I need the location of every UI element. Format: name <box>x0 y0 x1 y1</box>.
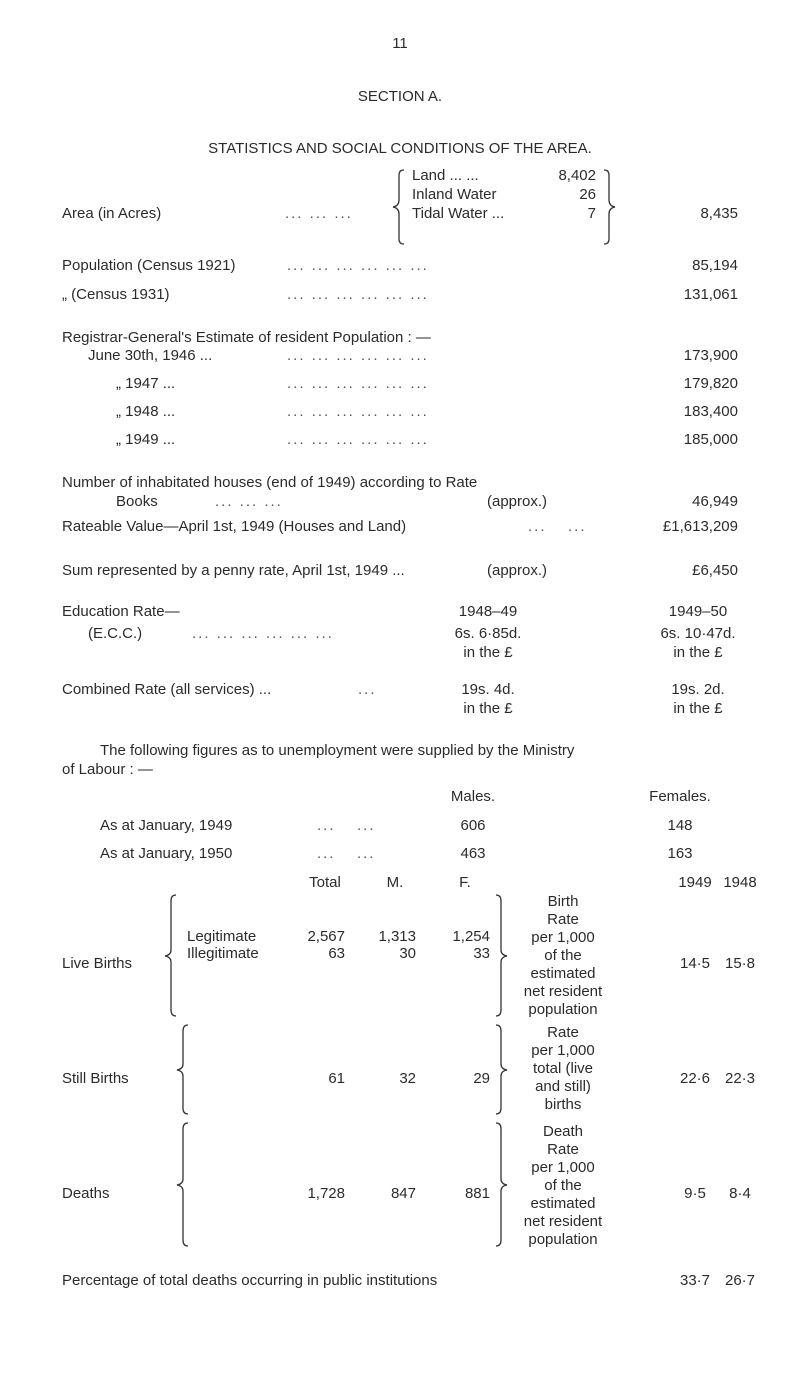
live-legitimate-total: 2,567 <box>307 928 345 945</box>
still-births-total: 61 <box>328 1070 345 1087</box>
still-rate-1949: 22·6 <box>679 1070 711 1087</box>
houses-line2: Books <box>116 493 158 510</box>
estimate-1948-label: „ 1948 ... <box>116 403 176 420</box>
live-rate-1948: 15·8 <box>724 955 756 972</box>
education-year-1: 1948–49 <box>458 603 518 620</box>
unemployment-1949-females: 148 <box>667 817 693 834</box>
area-land-value: 8,402 <box>558 167 596 184</box>
live-desc-line: per 1,000 <box>531 929 595 946</box>
deaths-desc-line: per 1,000 <box>531 1159 595 1176</box>
live-desc-line: net resident <box>523 983 603 1000</box>
unemployment-1950-dots-2: ... <box>357 845 376 862</box>
live-legitimate-f: 1,254 <box>452 928 490 945</box>
estimate-heading: Registrar-General's Estimate of resident Population : — <box>62 329 431 346</box>
houses-dots: ... ... ... <box>215 493 283 510</box>
combined-value-1: 19s. 4d. <box>461 681 515 698</box>
vital-header-1949: 1949 <box>678 874 712 891</box>
education-value-2: 6s. 10·47d. <box>660 625 736 642</box>
population-1931-dots: ... ... ... ... ... ... <box>287 286 429 303</box>
unemployment-1950-label: As at January, 1950 <box>100 845 233 862</box>
estimate-1949-dots: ... ... ... ... ... ... <box>287 431 429 448</box>
deaths-left-brace <box>176 1121 190 1249</box>
live-desc-line: Birth <box>547 893 579 910</box>
deaths-total: 1,728 <box>307 1185 345 1202</box>
deaths-f: 881 <box>464 1185 490 1202</box>
education-value-1: 6s. 6·85d. <box>454 625 522 642</box>
population-1921-value: 85,194 <box>692 257 738 274</box>
deaths-right-brace <box>494 1121 508 1249</box>
combined-label: Combined Rate (all services) ... <box>62 681 272 698</box>
education-unit-1: in the £ <box>463 644 513 661</box>
still-desc-line: per 1,000 <box>531 1042 595 1059</box>
vital-header-f: F. <box>459 874 471 891</box>
estimate-1946-dots: ... ... ... ... ... ... <box>287 347 429 364</box>
estimate-1946-label: June 30th, 1946 ... <box>88 347 213 364</box>
houses-value: 46,949 <box>692 493 738 510</box>
education-unit-2: in the £ <box>673 644 723 661</box>
still-births-f: 29 <box>473 1070 490 1087</box>
education-sub: (E.C.C.) <box>88 625 143 642</box>
estimate-1948-value: 183,400 <box>683 403 738 420</box>
institutions-1948: 26·7 <box>724 1272 756 1289</box>
live-illegitimate-label: Illegitimate <box>187 945 259 962</box>
live-desc-line: Rate <box>547 911 579 928</box>
deaths-rate-1949: 9·5 <box>684 1185 706 1202</box>
page-title: STATISTICS AND SOCIAL CONDITIONS OF THE AREA. <box>208 140 592 157</box>
unemployment-1950-females: 163 <box>667 845 693 862</box>
population-1931-label: „ (Census 1931) <box>62 286 170 303</box>
unemployment-1949-label: As at January, 1949 <box>100 817 233 834</box>
live-desc-line: of the <box>544 947 582 964</box>
education-year-2: 1949–50 <box>668 603 728 620</box>
unemployment-1949-dots-2: ... <box>357 817 376 834</box>
penny-value: £6,450 <box>692 562 738 579</box>
combined-unit-1: in the £ <box>463 700 513 717</box>
unemployment-intro-line2: of Labour : — <box>62 761 153 778</box>
rateable-dots: ... <box>528 518 547 535</box>
estimate-1947-label: „ 1947 ... <box>116 375 176 392</box>
still-births-right-brace <box>494 1023 508 1117</box>
deaths-desc-line: of the <box>544 1177 582 1194</box>
area-inland-label: Inland Water <box>412 186 497 203</box>
deaths-desc-line: Death <box>542 1123 584 1140</box>
estimate-1949-label: „ 1949 ... <box>116 431 176 448</box>
unemployment-males-header: Males. <box>450 788 496 805</box>
education-label: Education Rate— <box>62 603 180 620</box>
unemployment-females-header: Females. <box>649 788 711 805</box>
live-births-label: Live Births <box>62 955 133 972</box>
estimate-1947-value: 179,820 <box>683 375 738 392</box>
still-births-label: Still Births <box>62 1070 129 1087</box>
deaths-desc-line: net resident <box>523 1213 603 1230</box>
still-desc-line: total (live <box>532 1060 594 1077</box>
area-inland-value: 26 <box>579 186 596 203</box>
page-number: 11 <box>392 35 408 52</box>
still-desc-line: and still) <box>535 1078 591 1095</box>
population-1931-value: 131,061 <box>683 286 738 303</box>
live-rate-1949: 14·5 <box>679 955 711 972</box>
area-tidal-label: Tidal Water ... <box>412 205 505 222</box>
vital-header-1948: 1948 <box>723 874 757 891</box>
penny-approx: (approx.) <box>487 562 548 579</box>
deaths-desc-line: estimated <box>530 1195 596 1212</box>
deaths-rate-1948: 8·4 <box>729 1185 751 1202</box>
live-births-right-brace <box>494 893 508 1019</box>
unemployment-1949-dots: ... <box>317 817 336 834</box>
estimate-1949-value: 185,000 <box>683 431 738 448</box>
vital-header-total: Total <box>309 874 341 891</box>
unemployment-1949-males: 606 <box>460 817 486 834</box>
houses-line1: Number of inhabitated houses (end of 1949) according to Rate <box>62 474 478 491</box>
estimate-1946-value: 173,900 <box>683 347 738 364</box>
deaths-desc-line: population <box>528 1231 598 1248</box>
live-legitimate-label: Legitimate <box>187 928 257 945</box>
area-dots: ... ... ... <box>285 205 353 222</box>
still-desc-line: Rate <box>547 1024 579 1041</box>
institutions-1949: 33·7 <box>679 1272 711 1289</box>
deaths-desc-line: Rate <box>547 1141 579 1158</box>
combined-value-2: 19s. 2d. <box>671 681 725 698</box>
area-label: Area (in Acres) <box>62 205 162 222</box>
rateable-label: Rateable Value—April 1st, 1949 (Houses and Land) <box>62 518 407 535</box>
rateable-dots-2: ... <box>568 518 587 535</box>
section-heading: SECTION A. <box>357 88 443 105</box>
unemployment-1950-males: 463 <box>460 845 486 862</box>
estimate-1948-dots: ... ... ... ... ... ... <box>287 403 429 420</box>
houses-approx: (approx.) <box>487 493 548 510</box>
deaths-label: Deaths <box>62 1185 110 1202</box>
still-births-left-brace <box>176 1023 190 1117</box>
still-births-m: 32 <box>399 1070 416 1087</box>
unemployment-intro-line1: The following figures as to unemployment were supplied by the Ministry <box>100 742 575 759</box>
live-legitimate-m: 1,313 <box>378 928 416 945</box>
still-desc-line: births <box>544 1096 582 1113</box>
live-desc-line: population <box>528 1001 598 1018</box>
live-illegitimate-f: 33 <box>473 945 490 962</box>
population-1921-dots: ... ... ... ... ... ... <box>287 257 429 274</box>
live-illegitimate-total: 63 <box>328 945 345 962</box>
live-desc-line: estimated <box>530 965 596 982</box>
area-total: 8,435 <box>700 205 738 222</box>
unemployment-1950-dots: ... <box>317 845 336 862</box>
combined-dots: ... <box>358 681 377 698</box>
area-land-label: Land ... ... <box>412 167 479 184</box>
area-tidal-value: 7 <box>587 205 596 222</box>
live-illegitimate-m: 30 <box>399 945 416 962</box>
deaths-m: 847 <box>390 1185 416 1202</box>
estimate-1947-dots: ... ... ... ... ... ... <box>287 375 429 392</box>
still-rate-1948: 22·3 <box>724 1070 756 1087</box>
population-1921-label: Population (Census 1921) <box>62 257 236 274</box>
rateable-value: £1,613,209 <box>662 518 738 535</box>
area-left-brace <box>392 168 406 246</box>
penny-label: Sum represented by a penny rate, April 1st, 1949 ... <box>62 562 405 579</box>
education-dots: ... ... ... ... ... ... <box>192 625 334 642</box>
live-births-left-brace <box>164 893 178 1019</box>
vital-header-m: M. <box>386 874 404 891</box>
combined-unit-2: in the £ <box>673 700 723 717</box>
institutions-label: Percentage of total deaths occurring in public institutions <box>62 1272 438 1289</box>
